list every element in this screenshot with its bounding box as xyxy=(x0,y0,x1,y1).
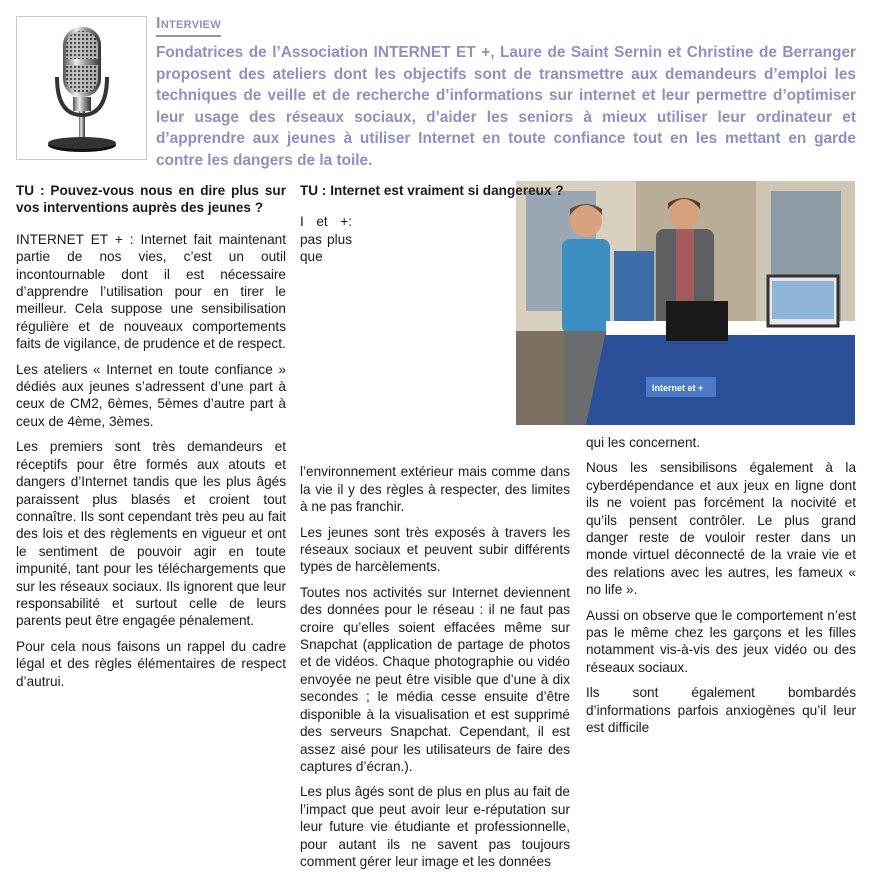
answer-2-paragraph-5: Nous les sensibilisons également à la cyberdépendance et aux jeux en ligne dont ils ne voient pas forcément la nocivité et qu’ils pensent contrôler. Le plus grand danger reste de vouloir rester dans un monde virtuel déconnecté de la vraie vie et des relations avec les autres, les fameux « no life ». xyxy=(586,460,856,598)
column-2 xyxy=(300,182,570,878)
section-title: Interview xyxy=(156,14,221,37)
column-1 xyxy=(16,182,286,698)
question-2: TU : Internet est vraiment si dangereux ? xyxy=(300,183,564,198)
answer-1-paragraph-4: Pour cela nous faisons un rappel du cadre légal et des règles élémentaires de respect d’autrui. xyxy=(16,638,286,689)
answer-2-paragraph-7: Ils sont également bombardés d’informations parfois anxiogènes qu’il leur est difficile xyxy=(586,685,856,736)
answer-2-paragraph-6: Aussi on observe que le comportement n’est pas le même chez les garçons et les filles notamment vis-à-vis des jeux vidéo ou des réseaux sociaux. xyxy=(586,607,856,675)
intro-paragraph: Fondatrices de l’Association INTERNET ET +, Laure de Saint Sernin et Christine de Berranger proposent des ateliers dont les objectifs sont de transmettre aux demandeurs d’emploi les techniques de veille et de recherche d’informations sur internet et leur permettre d’optimiser leur usage des réseaux sociaux, d’aider les seniors à mieux utiliser leur ordinateur et d’apprendre aux jeunes à utiliser Internet en toute confiance tout en les mettant en garde contre les dangers de la toile. xyxy=(156,44,856,169)
answer-2-paragraph-2: Les jeunes sont très exposés à travers les réseaux sociaux et peuvent subir différents types de harcèlements. xyxy=(300,524,570,575)
microphone-image xyxy=(16,16,147,160)
answer-1-paragraph-1: INTERNET ET + : Internet fait maintenant partie de nos vies, c’est un outil incontournable dont il est nécessaire d’apprendre l’utilisation pour en tirer le meilleur. Cela suppose une sensibilisation régulière et de nouveaux comportements faits de vigilance, de prudence et de respect. xyxy=(16,231,286,352)
answer-2-paragraph-4: Les plus âgés sont de plus en plus au fait de l’impact que peut avoir leur e-réputation sur leur future vie étudiante et professionnelle, pour autant ils ne savent pas toujours comment gérer leur image et les données xyxy=(300,784,570,869)
question-1: TU : Pouvez-vous nous en dire plus sur vos interventions auprès des jeunes ? xyxy=(16,183,286,216)
microphone-icon xyxy=(17,17,146,159)
banner-text: Internet et + xyxy=(652,383,704,393)
photo-spacer xyxy=(352,213,570,463)
answer-2-paragraph-1: I et +: pas plus que l’environnement extérieur mais comme dans la vie il y des règles à respecter, des limites à ne pas franchir. xyxy=(300,214,570,515)
answer-2-continuation: qui les concernent. xyxy=(586,435,701,450)
column-3 xyxy=(586,434,856,745)
answer-2-paragraph-3: Toutes nos activités sur Internet deviennent des données pour le réseau : il ne faut pas croire qu’elles soient effacées même sur Snapchat (application de partage de photos et de vidéos. Chaque photographie ou vidéo envoyée ne peut être visible que d’une à dix secondes ; le média cesse ensuite d’être disponible à la visualisation et est supprimé des serveurs Snapchat. Cependant, il est assez aisé pour les utilisateurs de faire des captures d’écran.). xyxy=(300,584,570,774)
answer-1-paragraph-2: Les ateliers « Internet en toute confiance » dédiés aux jeunes s’adressent d’une part à ceux de CM2, 6èmes, 5èmes d’autre part à ceux de 4ème, 3èmes. xyxy=(16,361,286,429)
answer-1-paragraph-3: Les premiers sont très demandeurs et réceptifs pour être formés aux atouts et dangers d’Internet tandis que les plus âgés paraissent plus blasés et croient tout connaître. Ils sont cependant très peu au fait des lois et des règlements en vigueur et ont le sentiment de pouvoir agir en toute impunité, tant pour les téléchargements que sur les réseaux sociaux. Ils ignorent que leur responsabilité et surtout celle de leurs parents peut être engagée pénalement. xyxy=(16,439,286,629)
